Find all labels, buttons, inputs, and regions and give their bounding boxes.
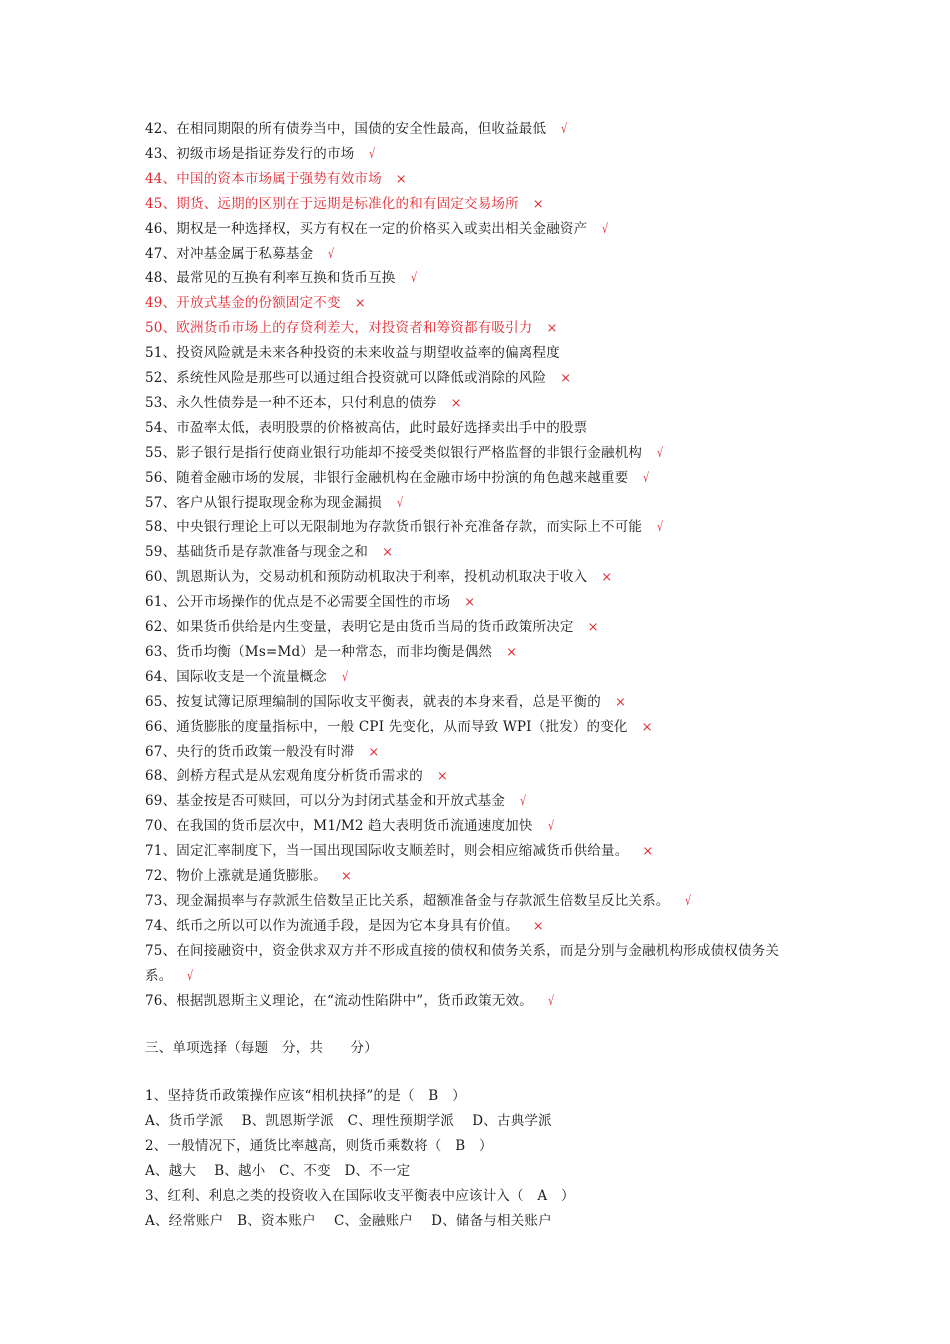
statement-number: 69 — [145, 793, 163, 810]
statement-text: 剑桥方程式是从宏观角度分析货币需求的 — [176, 768, 423, 785]
cross-mark-icon: × — [464, 595, 476, 611]
statement-52 — [145, 366, 825, 391]
statement-text: 市盈率太低，表明股票的价格被高估，此时最好选择卖出手中的股票 — [176, 419, 588, 436]
statement-separator: 、 — [162, 868, 177, 884]
statement-72 — [145, 864, 825, 889]
question-options: A、经常账户 B、资本账户 C、金融账户 D、储备与相关账户 — [145, 1213, 552, 1229]
statement-number: 66 — [145, 718, 163, 735]
statement-text: 如果货币供给是内生变量，表明它是由货币当局的货币政策所决定 — [176, 619, 574, 635]
statement-75-line1: 75、在间接融资中，资金供求双方并不形成直接的债权和债务关系，而是分别与金融机构形成债权债务关 — [145, 943, 780, 959]
cross-mark-icon: × — [532, 918, 544, 934]
statement-75-line2: 系。 — [145, 968, 173, 984]
cross-mark-icon: × — [354, 296, 366, 312]
statement-53 — [145, 391, 825, 416]
statement-number: 63 — [145, 643, 163, 660]
statement-text: 客户从银行提取现金称为现金漏损 — [176, 494, 382, 511]
statement-separator: 、 — [162, 220, 177, 237]
statement-number: 68 — [145, 768, 163, 785]
statement-number: 71 — [145, 843, 163, 860]
question-options: A、货币学派 B、凯恩斯学派 C、理性预期学派 D、古典学派 — [145, 1113, 552, 1129]
statement-separator: 、 — [162, 569, 177, 586]
statement-number: 55 — [145, 444, 163, 461]
question-options: A、越大 B、越小 C、不变 D、不一定 — [145, 1163, 411, 1179]
statement-57 — [145, 491, 825, 516]
statement-74 — [145, 914, 825, 939]
statement-separator: 、 — [162, 693, 177, 710]
check-mark-icon: √ — [561, 122, 568, 137]
statement-separator: 、 — [162, 419, 177, 436]
statement-separator: 、 — [162, 768, 177, 785]
section-heading: 三、单项选择（每题 分，共 分） — [145, 1040, 378, 1056]
statement-text: 凯恩斯认为，交易动机和预防动机取决于利率，投机动机取决于收入 — [176, 569, 588, 586]
question-3-options — [145, 1209, 825, 1234]
statement-number: 64 — [145, 668, 163, 685]
statement-45 — [145, 192, 825, 217]
check-mark-icon: √ — [187, 969, 194, 984]
statement-48 — [145, 266, 825, 291]
statement-text: 在我国的货币层次中，M1/M2 趋大表明货币流通速度加快 — [176, 818, 533, 835]
statement-55 — [145, 441, 825, 466]
statement-text: 央行的货币政策一般没有时滞 — [176, 743, 355, 760]
statement-text: 期货、远期的区别在于远期是标准化的和有固定交易场所 — [176, 195, 519, 212]
statement-text: 影子银行是指行使商业银行功能却不接受类似银行严格监督的非银行金融机构 — [176, 444, 643, 461]
statement-text: 物价上涨就是通货膨胀。 — [176, 868, 327, 884]
statement-separator: 、 — [162, 793, 177, 810]
statement-49 — [145, 291, 825, 316]
statement-59 — [145, 540, 825, 565]
cross-mark-icon: × — [450, 395, 462, 411]
statement-number: 45 — [145, 195, 163, 212]
statement-separator: 、 — [162, 195, 177, 212]
statement-separator: 、 — [162, 444, 177, 461]
statement-number: 73 — [145, 892, 163, 909]
statement-separator: 、 — [162, 544, 177, 561]
check-mark-icon: √ — [548, 994, 555, 1009]
check-mark-icon: √ — [684, 893, 691, 909]
statement-separator: 、 — [162, 892, 177, 909]
statement-separator: 、 — [162, 270, 177, 287]
cross-mark-icon: × — [642, 844, 654, 860]
statement-separator: 、 — [162, 668, 177, 685]
check-mark-icon: √ — [657, 445, 664, 461]
statement-text: 期权是一种选择权，买方有权在一定的价格买入或卖出相关金融资产 — [176, 220, 588, 237]
cross-mark-icon: × — [601, 570, 613, 586]
statement-67 — [145, 740, 825, 765]
statement-number: 50 — [145, 320, 163, 337]
statement-text: 投资风险就是未来各种投资的未来收益与期望收益率的偏离程度 — [176, 345, 560, 362]
statement-separator: 、 — [162, 345, 177, 362]
statement-text: 在相同期限的所有债券当中，国债的安全性最高，但收益最低 — [176, 121, 547, 137]
question-text: 2、一般情况下，通货比率越高，则货币乘数将（ B ） — [145, 1138, 493, 1154]
statement-text: 中央银行理论上可以无限制地为存款货币银行补充准备存款，而实际上不可能 — [176, 519, 643, 536]
statement-text: 固定汇率制度下，当一国出现国际收支顺差时，则会相应缩减货币供给量。 — [176, 843, 629, 860]
check-mark-icon: √ — [410, 271, 417, 287]
statement-text: 按复试簿记原理编制的国际收支平衡表，就表的本身来看，总是平衡的 — [176, 693, 601, 710]
statement-separator: 、 — [162, 718, 177, 735]
statement-61 — [145, 590, 825, 615]
statement-separator: 、 — [162, 170, 177, 187]
statement-number: 47 — [145, 245, 163, 262]
statement-text: 纸币之所以可以作为流通手段，是因为它本身具有价值。 — [176, 917, 519, 934]
statement-separator: 、 — [162, 594, 177, 611]
statement-47 — [145, 242, 825, 267]
statement-73 — [145, 889, 825, 914]
statement-separator: 、 — [162, 469, 177, 486]
statement-separator: 、 — [162, 121, 177, 137]
question-1 — [145, 1084, 825, 1109]
check-mark-icon: √ — [547, 819, 554, 835]
statement-separator: 、 — [162, 643, 177, 660]
statement-number: 57 — [145, 494, 163, 511]
statement-68 — [145, 764, 825, 789]
statement-number: 72 — [145, 868, 163, 884]
statement-number: 43 — [145, 145, 163, 162]
statement-75 — [145, 939, 825, 964]
statement-56 — [145, 466, 825, 491]
statement-44 — [145, 167, 825, 192]
statement-separator: 、 — [162, 145, 177, 162]
statement-text: 初级市场是指证券发行的市场 — [176, 145, 355, 162]
statement-text: 通货膨胀的度量指标中，一般 CPI 先变化，从而导致 WPI（批发）的变化 — [176, 718, 628, 735]
statement-separator: 、 — [162, 320, 177, 337]
statement-64 — [145, 665, 825, 690]
statement-separator: 、 — [162, 519, 177, 536]
statement-number: 53 — [145, 394, 163, 411]
check-mark-icon: √ — [520, 794, 527, 810]
statement-70 — [145, 814, 825, 839]
statement-separator: 、 — [162, 370, 177, 386]
statement-number: 60 — [145, 569, 163, 586]
statement-number: 49 — [145, 295, 163, 312]
statement-54 — [145, 416, 825, 441]
statement-number: 65 — [145, 693, 163, 710]
question-1-options — [145, 1109, 825, 1134]
question-2-options — [145, 1159, 825, 1184]
statement-69 — [145, 789, 825, 814]
statement-separator: 、 — [162, 295, 177, 312]
statement-separator: 、 — [162, 743, 177, 760]
cross-mark-icon: × — [546, 321, 558, 337]
statement-text: 基金按是否可赎回，可以分为封闭式基金和开放式基金 — [176, 793, 506, 810]
statement-43 — [145, 142, 825, 167]
statement-text: 货币均衡（Ms=Md）是一种常态，而非均衡是偶然 — [176, 643, 493, 660]
statement-number: 61 — [145, 594, 163, 611]
check-mark-icon: √ — [643, 470, 650, 486]
question-3 — [145, 1184, 825, 1209]
statement-number: 62 — [145, 619, 163, 635]
statement-number: 74 — [145, 917, 163, 934]
statement-text: 开放式基金的份额固定不变 — [176, 295, 341, 312]
check-mark-icon: √ — [657, 520, 664, 536]
statement-text: 公开市场操作的优点是不必需要全国性的市场 — [176, 594, 451, 611]
cross-mark-icon: × — [506, 644, 518, 660]
statement-63 — [145, 640, 825, 665]
question-2 — [145, 1134, 825, 1159]
section-heading-line — [145, 1036, 825, 1061]
statement-number: 46 — [145, 220, 163, 237]
statement-71 — [145, 839, 825, 864]
check-mark-icon: √ — [328, 246, 335, 262]
check-mark-icon: √ — [342, 669, 349, 685]
cross-mark-icon: × — [641, 719, 653, 735]
cross-mark-icon: × — [382, 545, 394, 561]
question-text: 1、坚持货币政策操作应该“相机抉择”的是（ B ） — [145, 1088, 466, 1104]
statement-58 — [145, 515, 825, 540]
cross-mark-icon: × — [395, 171, 407, 187]
statement-46 — [145, 217, 825, 242]
statement-51 — [145, 341, 825, 366]
statement-number: 67 — [145, 743, 163, 760]
statement-number: 58 — [145, 519, 163, 536]
statement-76 — [145, 989, 825, 1014]
statement-50 — [145, 316, 825, 341]
statement-text: 现金漏损率与存款派生倍数呈正比关系，超额准备金与存款派生倍数呈反比关系。 — [176, 892, 670, 909]
statement-76-text: 76、根据凯恩斯主义理论，在“流动性陷阱中”，货币政策无效。 — [145, 993, 533, 1009]
cross-mark-icon: × — [532, 196, 544, 212]
cross-mark-icon: × — [587, 620, 599, 635]
statement-text: 最常见的互换有利率互换和货币互换 — [176, 270, 396, 287]
check-mark-icon: √ — [602, 221, 609, 237]
statement-text: 对冲基金属于私募基金 — [176, 245, 314, 262]
statement-text: 欧洲货币市场上的存贷利差大，对投资者和筹资都有吸引力 — [176, 320, 533, 337]
statement-separator: 、 — [162, 818, 177, 835]
check-mark-icon: √ — [397, 495, 404, 511]
statement-text: 基础货币是存款准备与现金之和 — [176, 544, 369, 561]
statement-number: 52 — [145, 370, 163, 386]
statement-text: 随着金融市场的发展，非银行金融机构在金融市场中扮演的角色越来越重要 — [176, 469, 629, 486]
statement-text: 中国的资本市场属于强势有效市场 — [176, 170, 382, 187]
statement-separator: 、 — [162, 843, 177, 860]
statement-separator: 、 — [162, 494, 177, 511]
statement-62 — [145, 615, 825, 640]
cross-mark-icon: × — [436, 769, 448, 785]
statement-number: 42 — [145, 121, 163, 137]
statement-65 — [145, 690, 825, 715]
statement-separator: 、 — [162, 245, 177, 262]
statement-number: 54 — [145, 419, 163, 436]
statement-number: 56 — [145, 469, 163, 486]
statement-number: 51 — [145, 345, 163, 362]
statement-60 — [145, 565, 825, 590]
statement-text: 国际收支是一个流量概念 — [176, 668, 327, 685]
cross-mark-icon: × — [368, 744, 380, 760]
statement-75-cont — [145, 964, 825, 989]
statement-number: 70 — [145, 818, 163, 835]
statement-number: 59 — [145, 544, 163, 561]
cross-mark-icon: × — [560, 371, 572, 386]
statement-text: 永久性债券是一种不还本，只付利息的债券 — [176, 394, 437, 411]
statement-separator: 、 — [162, 917, 177, 934]
statement-number: 44 — [145, 170, 163, 187]
check-mark-icon: √ — [369, 146, 376, 162]
cross-mark-icon: × — [341, 869, 353, 884]
statement-66 — [145, 715, 825, 740]
statement-number: 48 — [145, 270, 163, 287]
statement-separator: 、 — [162, 394, 177, 411]
statement-42 — [145, 117, 825, 142]
question-text: 3、红利、利息之类的投资收入在国际收支平衡表中应该计入（ A ） — [145, 1188, 575, 1204]
statement-separator: 、 — [162, 619, 177, 635]
statement-text: 系统性风险是那些可以通过组合投资就可以降低或消除的风险 — [176, 370, 547, 386]
cross-mark-icon: × — [615, 694, 627, 710]
